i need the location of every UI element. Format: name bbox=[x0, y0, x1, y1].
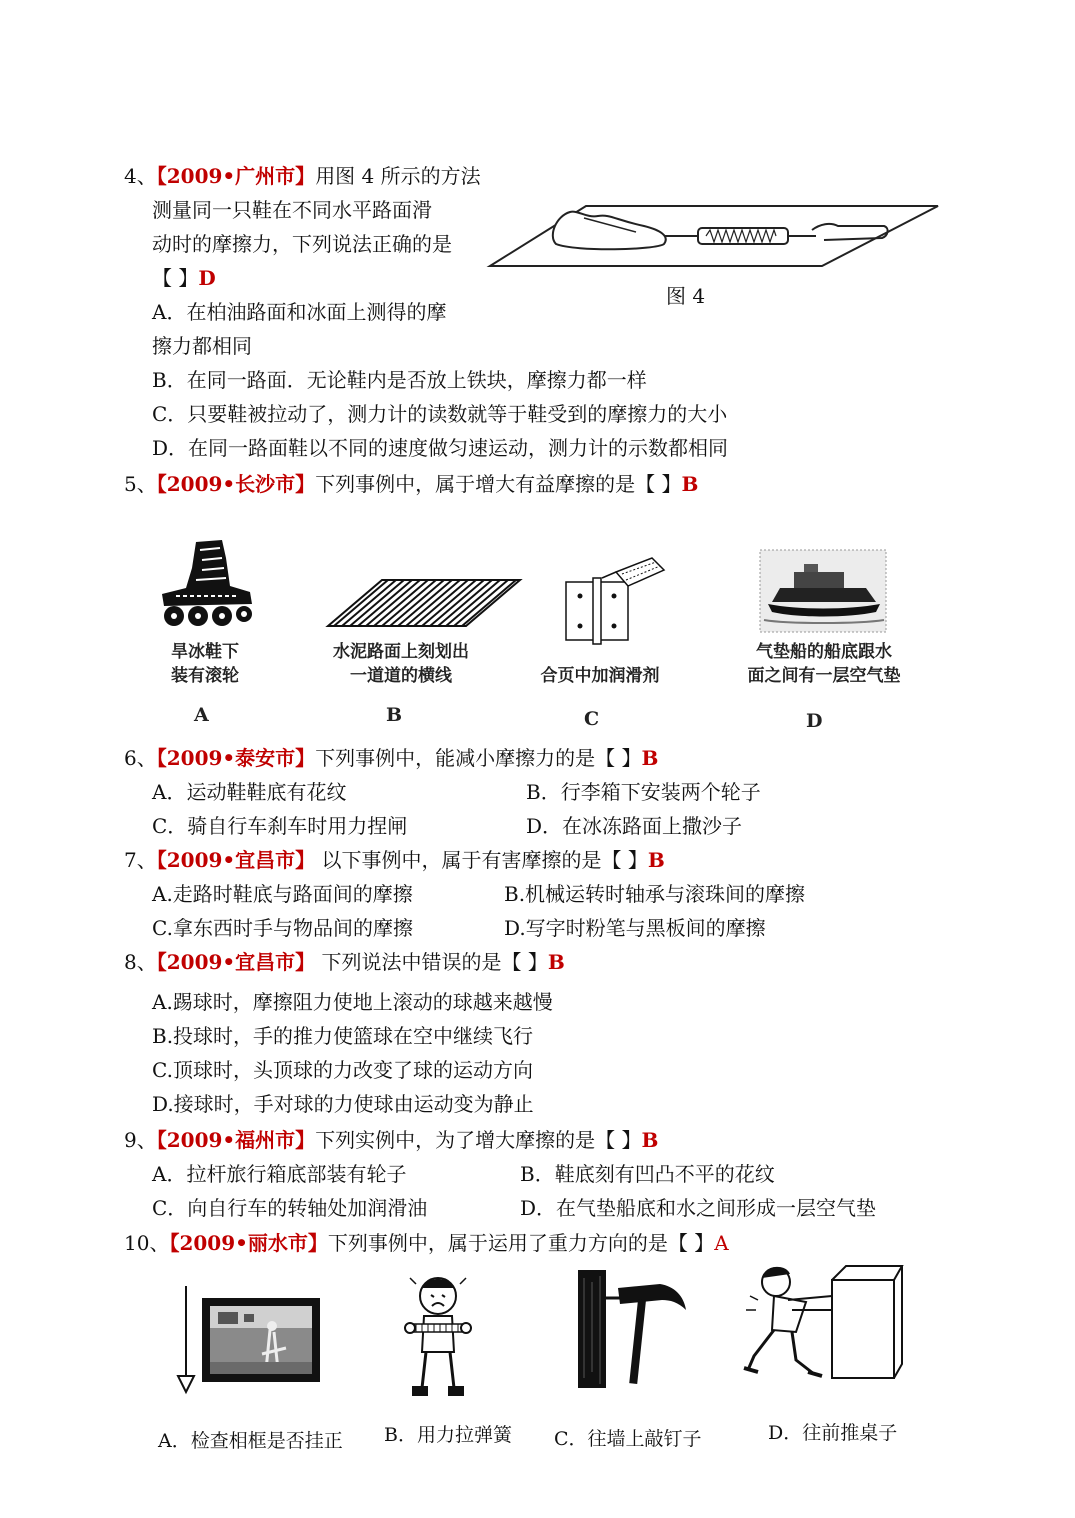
q5-caption-a bbox=[150, 640, 260, 688]
q5-caption-d-1: 气垫船的船底跟水 bbox=[756, 642, 892, 662]
q5-caption-d bbox=[726, 640, 922, 688]
q9-source-tag: 【2009•福州市】 bbox=[156, 1128, 316, 1152]
q8-stem: 下列说法中错误的是【 】 bbox=[315, 950, 548, 974]
q7-option-d: D.写字时粉笔与黑板间的摩擦 bbox=[504, 916, 766, 940]
figure-4-shoe-spring-scale bbox=[486, 196, 942, 270]
q9-option-b: B．鞋底刻有凹凸不平的花纹 bbox=[520, 1162, 775, 1186]
q5-caption-a-1: 旱冰鞋下 bbox=[171, 642, 239, 662]
q4-answer: D bbox=[198, 266, 216, 290]
q6-number: 6、 bbox=[124, 746, 157, 770]
q9-option-a: A．拉杆旅行箱底部装有轮子 bbox=[152, 1162, 407, 1186]
q10-label-d: D．往前推桌子 bbox=[768, 1422, 898, 1444]
q5-letter-a: A bbox=[194, 704, 209, 726]
q7-option-b: B.机械运转时轴承与滚珠间的摩擦 bbox=[504, 882, 806, 906]
q7-option-a: A.走路时鞋底与路面间的摩擦 bbox=[152, 882, 413, 906]
figure-4-caption: 图 4 bbox=[666, 284, 706, 308]
grooved-road-illustration bbox=[326, 578, 522, 628]
q7-number: 7、 bbox=[124, 848, 157, 872]
q6-line bbox=[124, 744, 658, 772]
q4-source-tag: 【2009•广州市】 bbox=[156, 164, 316, 188]
q9-number: 9、 bbox=[124, 1128, 157, 1152]
q10-label-c: C．往墙上敲钉子 bbox=[554, 1428, 702, 1450]
hammer-wall-nail-illustration bbox=[578, 1268, 690, 1390]
plumb-line-picture-frame-illustration bbox=[174, 1284, 324, 1396]
q7-answer: B bbox=[647, 848, 665, 872]
q4-line-1 bbox=[124, 162, 481, 190]
q5-source-tag: 【2009•长沙市】 bbox=[156, 472, 316, 496]
q5-stem: 下列事例中，属于增大有益摩擦的是【 】 bbox=[315, 472, 682, 496]
hinge-lubricant-illustration bbox=[556, 556, 670, 646]
q7-stem: 以下事例中，属于有害摩擦的是【 】 bbox=[315, 848, 648, 872]
q4-answer-line bbox=[152, 264, 216, 292]
q4-stem-3: 动时的摩擦力，下列说法正确的是 bbox=[152, 232, 452, 256]
q8-option-d: D.接球时，手对球的力使球由运动变为静止 bbox=[152, 1092, 534, 1116]
q4-number: 4、 bbox=[124, 164, 157, 188]
q5-letter-b: B bbox=[386, 704, 403, 726]
q6-option-a: A．运动鞋鞋底有花纹 bbox=[152, 780, 347, 804]
q5-answer: B bbox=[681, 472, 699, 496]
q5-caption-a-2: 装有滚轮 bbox=[171, 666, 239, 686]
q8-option-b: B.投球时，手的推力使篮球在空中继续飞行 bbox=[152, 1024, 534, 1048]
q7-option-c: C.拿东西时手与物品间的摩擦 bbox=[152, 916, 413, 940]
q9-line bbox=[124, 1126, 658, 1154]
q4-option-a-2: 擦力都相同 bbox=[152, 334, 252, 358]
q9-option-c: C．向自行车的转轴处加润滑油 bbox=[152, 1196, 428, 1220]
q10-stem: 下列事例中，属于运用了重力方向的是【 】 bbox=[327, 1231, 715, 1255]
q9-stem: 下列实例中，为了增大摩擦的是【 】 bbox=[315, 1128, 642, 1152]
q5-caption-c bbox=[520, 664, 680, 688]
q7-line bbox=[124, 846, 665, 874]
q8-option-c: C.顶球时，头顶球的力改变了球的运动方向 bbox=[152, 1058, 533, 1082]
q5-letter-d: D bbox=[806, 710, 823, 732]
q4-bracket: 【 】 bbox=[152, 266, 199, 290]
q6-stem: 下列事例中，能减小摩擦力的是【 】 bbox=[315, 746, 642, 770]
q10-label-a: A．检查相框是否挂正 bbox=[158, 1430, 343, 1452]
q6-source-tag: 【2009•泰安市】 bbox=[156, 746, 316, 770]
q10-line bbox=[124, 1229, 729, 1257]
q4-stem-1: 用图 4 所示的方法 bbox=[315, 164, 481, 188]
hovercraft-illustration bbox=[758, 548, 888, 634]
q5-letter-c: C bbox=[584, 708, 600, 730]
roller-skate-illustration bbox=[156, 538, 256, 628]
q5-caption-c-1: 合页中加润滑剂 bbox=[540, 666, 660, 686]
q5-caption-b bbox=[306, 640, 496, 688]
q9-answer: B bbox=[641, 1128, 659, 1152]
q8-number: 8、 bbox=[124, 950, 157, 974]
q6-answer: B bbox=[641, 746, 659, 770]
q10-number: 10、 bbox=[124, 1231, 170, 1255]
q6-option-b: B．行李箱下安装两个轮子 bbox=[526, 780, 761, 804]
q5-number: 5、 bbox=[124, 472, 157, 496]
q10-label-b: B．用力拉弹簧 bbox=[384, 1424, 512, 1446]
q7-source-tag: 【2009•宜昌市】 bbox=[156, 848, 316, 872]
q8-option-a: A.踢球时，摩擦阻力使地上滚动的球越来越慢 bbox=[152, 990, 553, 1014]
q10-answer: A bbox=[714, 1231, 729, 1255]
q6-option-d: D．在冰冻路面上撒沙子 bbox=[526, 814, 743, 838]
q4-option-c: C．只要鞋被拉动了，测力计的读数就等于鞋受到的摩擦力的大小 bbox=[152, 402, 728, 426]
q6-option-c: C．骑自行车刹车时用力捏闸 bbox=[152, 814, 408, 838]
q8-answer: B bbox=[547, 950, 565, 974]
q4-option-a-1: A．在柏油路面和冰面上测得的摩 bbox=[152, 300, 447, 324]
q5-caption-b-2: 一道道的横线 bbox=[350, 666, 452, 686]
person-pushing-box-illustration bbox=[744, 1260, 904, 1386]
q8-line bbox=[124, 948, 565, 976]
q5-caption-b-1: 水泥路面上刻划出 bbox=[333, 642, 469, 662]
q4-option-b: B．在同一路面．无论鞋内是否放上铁块，摩擦力都一样 bbox=[152, 368, 647, 392]
q5-caption-d-2: 面之间有一层空气垫 bbox=[747, 666, 901, 686]
q9-option-d: D．在气垫船底和水之间形成一层空气垫 bbox=[520, 1196, 877, 1220]
q5-line bbox=[124, 470, 698, 498]
q4-option-d: D．在同一路面鞋以不同的速度做匀速运动，测力计的示数都相同 bbox=[152, 436, 729, 460]
person-pulling-spring-illustration bbox=[398, 1268, 478, 1402]
q10-source-tag: 【2009•丽水市】 bbox=[169, 1231, 328, 1255]
q8-source-tag: 【2009•宜昌市】 bbox=[156, 950, 316, 974]
q4-stem-2: 测量同一只鞋在不同水平路面滑 bbox=[152, 198, 432, 222]
